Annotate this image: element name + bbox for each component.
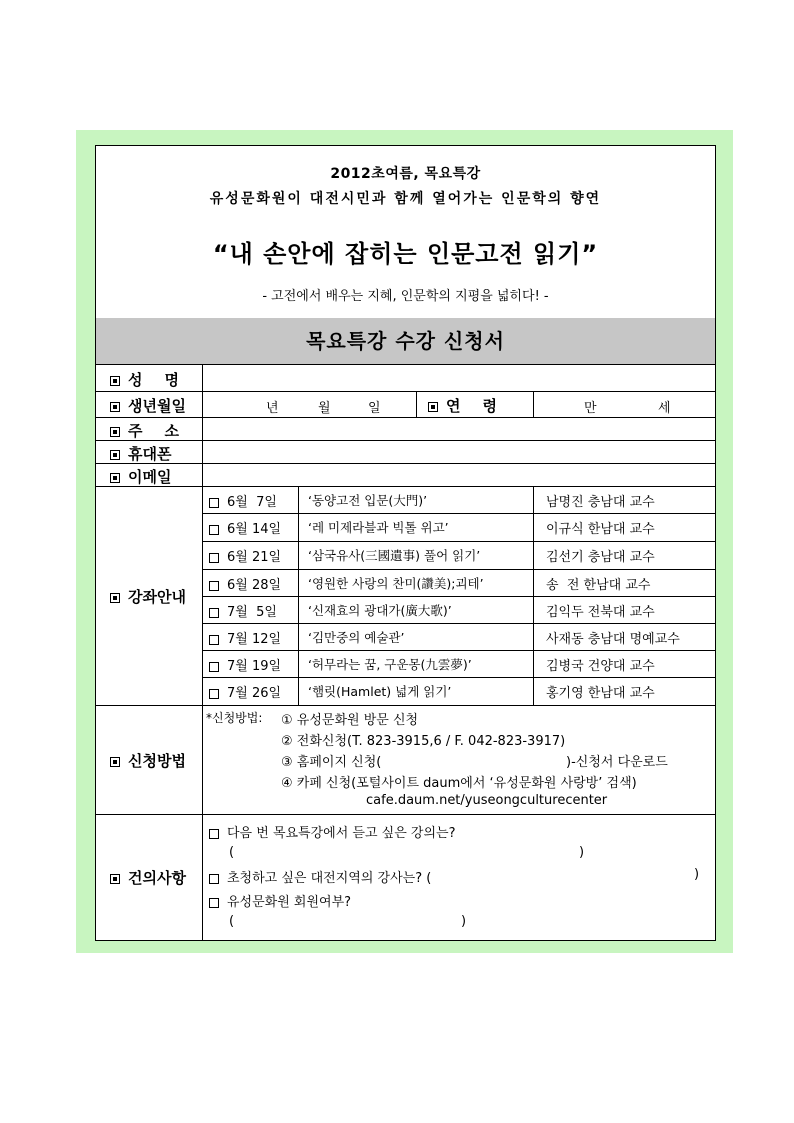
checkbox-icon[interactable]: [209, 829, 219, 839]
suggest-q2-close: ): [694, 867, 700, 882]
phone-label: 휴대폰: [110, 443, 171, 464]
row-divider: [96, 814, 715, 815]
row-divider: [202, 541, 715, 542]
col-divider: [298, 486, 299, 705]
checkbox-icon[interactable]: [209, 498, 219, 508]
lecture-lecturer: 사재동 충남대 명예교수: [546, 632, 680, 647]
apply-method-visit: ① 유성문화원 방문 신청: [281, 713, 419, 728]
lecture-date: 7월 19일: [209, 655, 281, 674]
lecture-title: ‘신재효의 광대가(廣大歌)’: [308, 603, 452, 618]
form-header: [96, 146, 715, 319]
suggest-q1: 다음 번 목요특강에서 듣고 싶은 강의는?: [209, 822, 456, 841]
lecture-lecturer: 홍기영 한남대 교수: [546, 686, 655, 701]
row-divider: [202, 623, 715, 624]
apply-prefix: *신청방법:: [206, 711, 263, 725]
suggest-label: 건의사항: [110, 867, 186, 888]
lecture-title: ‘삼국유사(三國遺事) 풀어 읽기’: [308, 548, 481, 563]
checkbox-icon: [110, 427, 120, 437]
lecture-title: ‘김만중의 예술관’: [308, 630, 405, 645]
suggest-q3: 유성문화원 회원여부?: [209, 891, 351, 910]
lecture-title: ‘햄릿(Hamlet) 넓게 읽기’: [308, 684, 452, 699]
col-divider: [533, 486, 534, 705]
lecture-date: 6월 21일: [209, 546, 281, 565]
event-tagline: 유성문화원이 대전시민과 함께 열어가는 인문학의 향연: [209, 191, 602, 207]
apply-method-homepage-end: )-신청서 다운로드: [566, 755, 668, 770]
checkbox-icon: [110, 593, 120, 603]
row-divider: [96, 463, 715, 464]
checkbox-icon[interactable]: [209, 898, 219, 908]
age-suffix: 세: [658, 401, 671, 416]
apply-method-homepage: ③ 홈페이지 신청(: [281, 755, 382, 770]
lecture-lecturer: 이규식 한남대 교수: [546, 522, 655, 537]
col-divider: [533, 391, 534, 417]
checkbox-icon: [428, 402, 438, 412]
checkbox-icon[interactable]: [209, 874, 219, 884]
lecture-lecturer: 김병국 건양대 교수: [546, 659, 655, 674]
lecture-date: 7월 5일: [209, 601, 277, 620]
cafe-url: cafe.daum.net/yuseongculturecenter: [366, 793, 608, 808]
apply-label: 신청방법: [110, 750, 186, 771]
row-divider: [202, 513, 715, 514]
lecture-date: 6월 28일: [209, 574, 281, 593]
address-label: 주소: [110, 420, 179, 441]
row-divider: [96, 486, 715, 487]
row-divider: [202, 569, 715, 570]
col-divider: [202, 364, 203, 940]
event-subtitle: - 고전에서 배우는 지혜, 인문학의 지평을 넓히다! -: [262, 289, 549, 304]
lectures-label: 강좌안내: [110, 586, 186, 607]
birth-label: 생년월일: [110, 395, 186, 416]
row-divider: [202, 677, 715, 678]
lecture-date: 7월 26일: [209, 682, 281, 701]
lecture-date: 6월 14일: [209, 518, 281, 537]
row-divider: [96, 417, 715, 418]
birth-month: 월: [318, 401, 331, 416]
lecture-title: ‘허무라는 꿈, 구운몽(九雲夢)’: [308, 657, 472, 672]
row-divider: [202, 596, 715, 597]
suggest-q1-close: ): [579, 845, 585, 860]
lecture-lecturer: 남명진 충남대 교수: [546, 495, 655, 510]
checkbox-icon[interactable]: [209, 525, 219, 535]
suggest-q1-open: (: [229, 845, 235, 860]
lecture-date: 6월 7일: [209, 491, 277, 510]
checkbox-icon[interactable]: [209, 689, 219, 699]
lecture-date: 7월 12일: [209, 628, 281, 647]
row-divider: [202, 650, 715, 651]
suggest-q3-close: ): [461, 914, 467, 929]
lecture-lecturer: 김선기 충남대 교수: [546, 550, 655, 565]
apply-method-cafe: ④ 카페 신청(포털사이트 daum에서 ‘유성문화원 사랑방’ 검색): [281, 776, 637, 791]
email-label: 이메일: [110, 466, 171, 487]
birth-day: 일: [368, 401, 381, 416]
lecture-lecturer: 송 전 한남대 교수: [546, 578, 651, 593]
suggest-q3-open: (: [229, 914, 235, 929]
apply-method-phone: ② 전화신청(T. 823-3915,6 / F. 042-823-3917): [281, 734, 566, 749]
form-title: 목요특강 수강 신청서: [96, 318, 715, 365]
checkbox-icon: [110, 402, 120, 412]
checkbox-icon: [110, 874, 120, 884]
row-divider: [96, 391, 715, 392]
lecture-lecturer: 김익두 전북대 교수: [546, 605, 655, 620]
checkbox-icon[interactable]: [209, 608, 219, 618]
age-prefix: 만: [584, 401, 597, 416]
event-title: “내 손안에 잡히는 인문고전 읽기”: [212, 240, 599, 268]
event-line: 2012초여름, 목요특강: [330, 166, 481, 182]
checkbox-icon[interactable]: [209, 662, 219, 672]
checkbox-icon[interactable]: [209, 581, 219, 591]
col-divider: [416, 391, 417, 417]
age-label: 연령: [428, 395, 497, 416]
row-divider: [96, 440, 715, 441]
checkbox-icon: [110, 757, 120, 767]
name-label: 성명: [110, 369, 179, 390]
checkbox-icon: [110, 450, 120, 460]
checkbox-icon: [110, 376, 120, 386]
lecture-title: ‘동양고전 입문(大門)’: [308, 493, 428, 508]
row-divider: [96, 705, 715, 706]
lecture-title: ‘영원한 사랑의 찬미(讚美);괴테’: [308, 576, 484, 591]
checkbox-icon[interactable]: [209, 553, 219, 563]
birth-year: 년: [266, 401, 279, 416]
suggest-q2: 초청하고 싶은 대전지역의 강사는? (: [209, 867, 431, 886]
application-form: [95, 145, 716, 941]
checkbox-icon[interactable]: [209, 635, 219, 645]
checkbox-icon: [110, 473, 120, 483]
lecture-title: ‘레 미제라블과 빅톨 위고’: [308, 520, 449, 535]
